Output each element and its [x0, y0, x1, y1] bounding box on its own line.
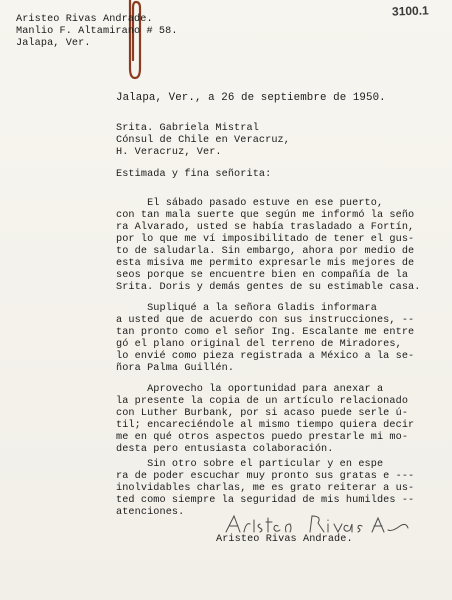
paragraph-4-line: inolvidables charlas, me es grato reiterar a us- — [116, 483, 415, 494]
paragraph-3-line: con Luther Burbank, por si acaso puede serle ú- — [116, 408, 409, 419]
paragraph-4-line: atenciones. — [116, 507, 185, 518]
paragraph-4-line: Sin otro sobre el particular y en espe — [116, 459, 384, 470]
paragraph-2-line: a usted que de acuerdo con sus instrucciones, -- — [116, 315, 415, 326]
paragraph-1-line: to de saludarla. Sin embargo, ahora por medio de — [116, 246, 415, 257]
paragraph-1-line: por lo que me ví imposibilitado de tener el gus- — [116, 234, 415, 245]
paragraph-2-line: gó el plano original del terreno de Miradores, — [116, 339, 402, 350]
handwritten-signature — [222, 512, 412, 536]
recipient-line-1: Srita. Gabriela Mistral — [116, 123, 259, 134]
paragraph-3-line: til; encareciéndole al mismo tiempo quiera decir — [116, 420, 415, 431]
paragraph-3-line: Aprovecho la oportunidad para anexar a — [116, 384, 384, 395]
paragraph-4-line: ra de poder escuchar muy pronto sus gratas e --- — [116, 471, 415, 482]
paragraph-2-line: Supliqué a la señora Gladis informara — [116, 303, 377, 314]
paperclip-icon — [126, 0, 142, 82]
paragraph-2-line: tan pronto como el señor Ing. Escalante me entre — [116, 327, 415, 338]
paragraph-1-line: con tan mala suerte que según me informó la seño — [116, 210, 415, 221]
paragraph-1-line: seos porque se encuentre bien en compañía de la — [116, 270, 409, 281]
paragraph-1-line: Srita. Doris y demás gentes de su estimable casa. — [116, 282, 421, 293]
sender-city: Jalapa, Ver. — [16, 38, 91, 49]
archive-number: 3100.1 — [391, 3, 429, 19]
paragraph-3-line: la presente la copia de un artículo relacionado — [116, 396, 409, 407]
paragraph-3-line: desta pero entusiasta colaboración. — [116, 444, 334, 455]
paragraph-1-line: El sábado pasado estuve en ese puerto, — [116, 198, 384, 209]
paragraph-1-line: ra Alvarado, usted se había trasladado a Fortín, — [116, 222, 415, 233]
paragraph-4-line: ted como siempre la seguridad de mis humildes -- — [116, 495, 415, 506]
salutation: Estimada y fina señorita: — [116, 169, 272, 180]
paragraph-2-line: lo envié como pieza registrada a México a la se- — [116, 351, 415, 362]
paragraph-3-line: me en qué otros aspectos puedo prestarle mi mo- — [116, 432, 409, 443]
signature-name: Aristeo Rivas Andrade. — [216, 534, 353, 545]
recipient-line-2: Cónsul de Chile en Veracruz, — [116, 135, 290, 146]
sender-name: Aristeo Rivas Andrade. — [16, 14, 153, 25]
paragraph-2-line: ñora Palma Guillén. — [116, 363, 235, 374]
sender-address: Manlio F. Altamirano # 58. — [16, 26, 178, 37]
recipient-line-3: H. Veracruz, Ver. — [116, 147, 222, 158]
paragraph-1-line: esta misiva me permito expresarle mis mejores de — [116, 258, 415, 269]
date-line: Jalapa, Ver., a 26 de septiembre de 1950. — [116, 92, 386, 104]
